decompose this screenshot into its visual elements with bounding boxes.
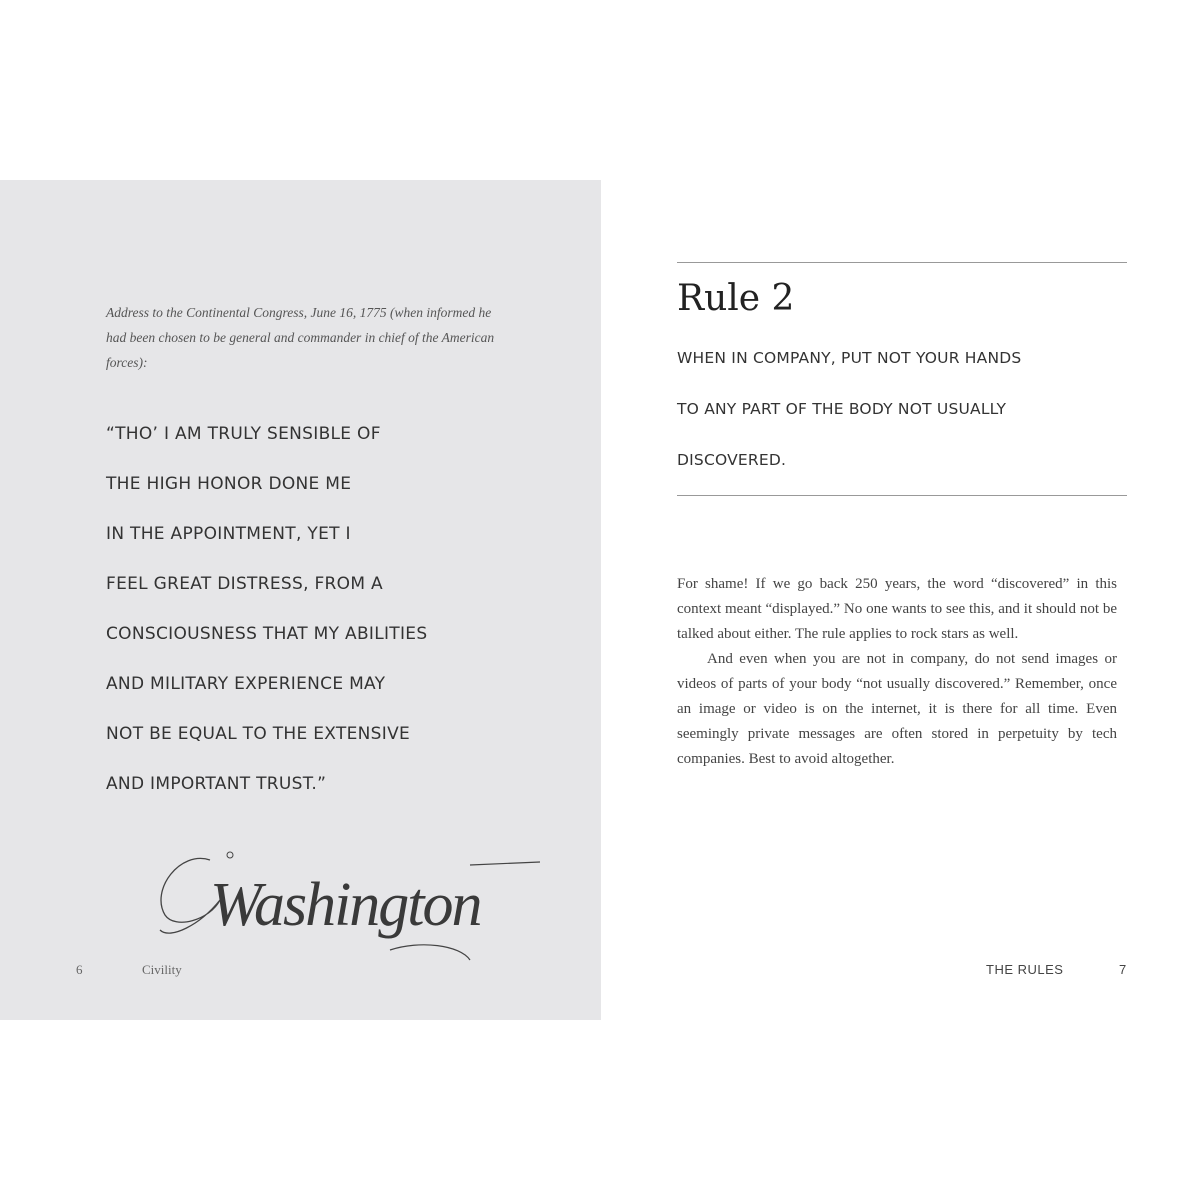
commentary [677,572,1117,772]
rule-text [677,344,1127,497]
quote-line: “THO’ I AM TRULY SENSIBLE OF [106,424,381,444]
rule-line: DISCOVERED. [677,451,787,469]
paragraph: For shame! If we go back 250 years, the word “discovered” in this context meant “displayed.” No one wants to see this, and it should not be talked about either. The rule applies to rock stars as well. [677,576,1117,642]
running-head: THE RULES [986,962,1064,977]
quote-line: NOT BE EQUAL TO THE EXTENSIVE [106,724,411,744]
left-page [0,180,601,1020]
page-number: 7 [1119,962,1127,977]
running-head: Civility [142,962,182,977]
washington-signature [140,830,570,980]
washington-quote [106,420,526,820]
quote-line: CONSCIOUSNESS THAT MY ABILITIES [106,624,428,644]
rule-title: Rule 2 [677,278,795,319]
quote-line: AND MILITARY EXPERIENCE MAY [106,674,386,694]
quote-attribution: Address to the Continental Congress, June 16, 1775 (when informed he had been chosen to be general and commander in chief of the American forces): [106,305,495,370]
quote-line: FEEL GREAT DISTRESS, FROM A [106,574,383,594]
page-number: 6 [76,962,83,977]
rule-line: WHEN IN COMPANY, PUT NOT YOUR HANDS [677,349,1022,367]
top-divider [677,262,1127,263]
quote-line: IN THE APPOINTMENT, YET I [106,524,351,544]
bottom-divider [677,495,1127,496]
rule-line: TO ANY PART OF THE BODY NOT USUALLY [677,400,1007,418]
signature-text: Washington [210,871,481,939]
quote-line: THE HIGH HONOR DONE ME [106,474,352,494]
paragraph: And even when you are not in company, do not send images or videos of parts of your body “not usually discovered.” Remember, once an image or video is on the internet, it is there for all time. Even seemingly private messages are often stored in perpetuity by tech companies. Best to avoid altogether. [677,651,1117,767]
quote-line: AND IMPORTANT TRUST.” [106,774,327,794]
